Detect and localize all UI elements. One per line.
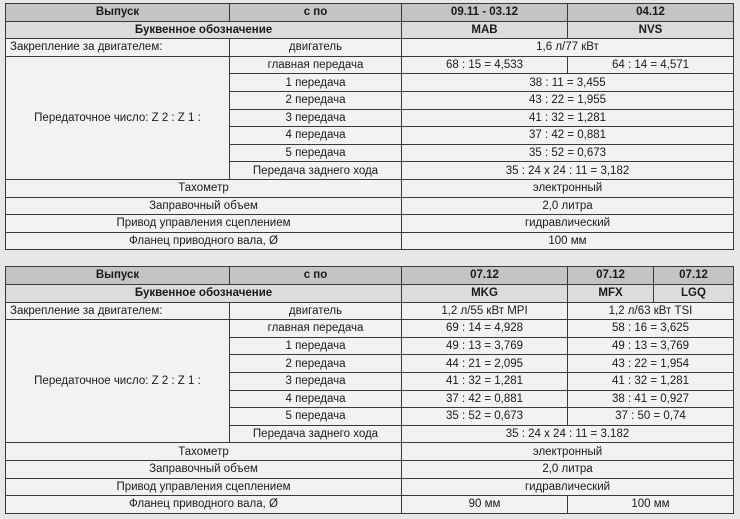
flange-label: Фланец приводного вала, Ø <box>6 232 402 250</box>
designation-label: Буквенное обозначение <box>6 284 402 302</box>
gear-name: 4 передача <box>230 127 402 145</box>
reverse-name: Передача заднего хода <box>230 425 402 443</box>
gear-value-b: 37 : 50 = 0,74 <box>568 408 734 426</box>
gear-value-a: 69 : 14 = 4,928 <box>402 320 568 338</box>
engine-mount-label: Закрепление за двигателем: <box>6 39 230 57</box>
fill-volume-value: 2,0 литра <box>402 460 734 478</box>
gear-name: 2 передача <box>230 91 402 109</box>
from-to-label: с по <box>230 4 402 22</box>
engine-mount-label: Закрепление за двигателем: <box>6 302 230 320</box>
release-label: Выпуск <box>6 4 230 22</box>
fill-volume-row <box>6 460 734 478</box>
fill-volume-value: 2,0 литра <box>402 197 734 215</box>
engine-row <box>6 302 734 320</box>
gear-value-b: 64 : 14 = 4,571 <box>568 56 734 74</box>
designation-a: MAB <box>402 21 568 39</box>
reverse-value: 35 : 24 x 24 : 11 = 3.182 <box>402 425 734 443</box>
designation-b: MFX <box>568 284 654 302</box>
gear-value-b: 58 : 16 = 3,625 <box>568 320 734 338</box>
header-row <box>6 4 734 22</box>
spec-table-2 <box>5 266 734 514</box>
designation-c: LGQ <box>654 284 734 302</box>
tachometer-row <box>6 443 734 461</box>
designation-label: Буквенное обозначение <box>6 21 402 39</box>
gear-value-a: 37 : 42 = 0,881 <box>402 390 568 408</box>
clutch-label: Привод управления сцеплением <box>6 478 402 496</box>
gear-value-b: 38 : 41 = 0,927 <box>568 390 734 408</box>
gear-ratio-label: Передаточное число: Z 2 : Z 1 : <box>6 320 230 443</box>
clutch-row <box>6 215 734 233</box>
release-col-b: 04.12 <box>568 4 734 22</box>
engine-sublabel: двигатель <box>230 302 402 320</box>
flange-value-a: 90 мм <box>402 496 568 514</box>
clutch-label: Привод управления сцеплением <box>6 215 402 233</box>
gear-name: 5 передача <box>230 144 402 162</box>
clutch-value: гидравлический <box>402 478 734 496</box>
gear-name: главная передача <box>230 56 402 74</box>
gear-value: 38 : 11 = 3,455 <box>402 74 734 92</box>
engine-value-b: 1,2 л/63 кВт TSI <box>568 302 734 320</box>
gear-ratio-label: Передаточное число: Z 2 : Z 1 : <box>6 56 230 179</box>
gear-value-b: 41 : 32 = 1,281 <box>568 372 734 390</box>
release-col-c: 07.12 <box>654 267 734 285</box>
gear-value: 41 : 32 = 1,281 <box>402 109 734 127</box>
fill-volume-row <box>6 197 734 215</box>
tachometer-value: электронный <box>402 179 734 197</box>
gear-name: 5 передача <box>230 408 402 426</box>
fill-volume-label: Заправочный объем <box>6 197 402 215</box>
gear-row <box>6 320 734 338</box>
engine-sublabel: двигатель <box>230 39 402 57</box>
flange-label: Фланец приводного вала, Ø <box>6 496 402 514</box>
flange-row <box>6 496 734 514</box>
gear-value-b: 43 : 22 = 1,954 <box>568 355 734 373</box>
gear-name: 2 передача <box>230 355 402 373</box>
release-col-a: 09.11 - 03.12 <box>402 4 568 22</box>
gear-value-a: 68 : 15 = 4,533 <box>402 56 568 74</box>
header-row <box>6 267 734 285</box>
gear-value-a: 49 : 13 = 3,769 <box>402 337 568 355</box>
release-col-b: 07.12 <box>568 267 654 285</box>
designation-a: MKG <box>402 284 568 302</box>
tachometer-label: Тахометр <box>6 179 402 197</box>
clutch-value: гидравлический <box>402 215 734 233</box>
designation-row <box>6 284 734 302</box>
gear-name: 1 передача <box>230 74 402 92</box>
flange-row <box>6 232 734 250</box>
release-label: Выпуск <box>6 267 230 285</box>
gear-name: 3 передача <box>230 372 402 390</box>
gear-value-a: 41 : 32 = 1,281 <box>402 372 568 390</box>
gear-name: Передача заднего хода <box>230 162 402 180</box>
gear-row <box>6 56 734 74</box>
gear-value: 35 : 52 = 0,673 <box>402 144 734 162</box>
gear-name: 3 передача <box>230 109 402 127</box>
gear-value: 43 : 22 = 1,955 <box>402 91 734 109</box>
engine-row <box>6 39 734 57</box>
gear-value: 37 : 42 = 0,881 <box>402 127 734 145</box>
engine-value-a: 1,2 л/55 кВт MPI <box>402 302 568 320</box>
tachometer-label: Тахометр <box>6 443 402 461</box>
gear-value: 35 : 24 x 24 : 11 = 3,182 <box>402 162 734 180</box>
gear-value-b: 49 : 13 = 3,769 <box>568 337 734 355</box>
gear-value-a: 44 : 21 = 2,095 <box>402 355 568 373</box>
tachometer-row <box>6 179 734 197</box>
designation-row <box>6 21 734 39</box>
release-col-a: 07.12 <box>402 267 568 285</box>
tachometer-value: электронный <box>402 443 734 461</box>
flange-value-b: 100 мм <box>568 496 734 514</box>
from-to-label: с по <box>230 267 402 285</box>
flange-value: 100 мм <box>402 232 734 250</box>
gear-name: 1 передача <box>230 337 402 355</box>
gear-name: 4 передача <box>230 390 402 408</box>
engine-value: 1,6 л/77 кВт <box>402 39 734 57</box>
gear-value-a: 35 : 52 = 0,673 <box>402 408 568 426</box>
fill-volume-label: Заправочный объем <box>6 460 402 478</box>
clutch-row <box>6 478 734 496</box>
gear-name: главная передача <box>230 320 402 338</box>
spec-table-1 <box>5 3 734 250</box>
designation-b: NVS <box>568 21 734 39</box>
